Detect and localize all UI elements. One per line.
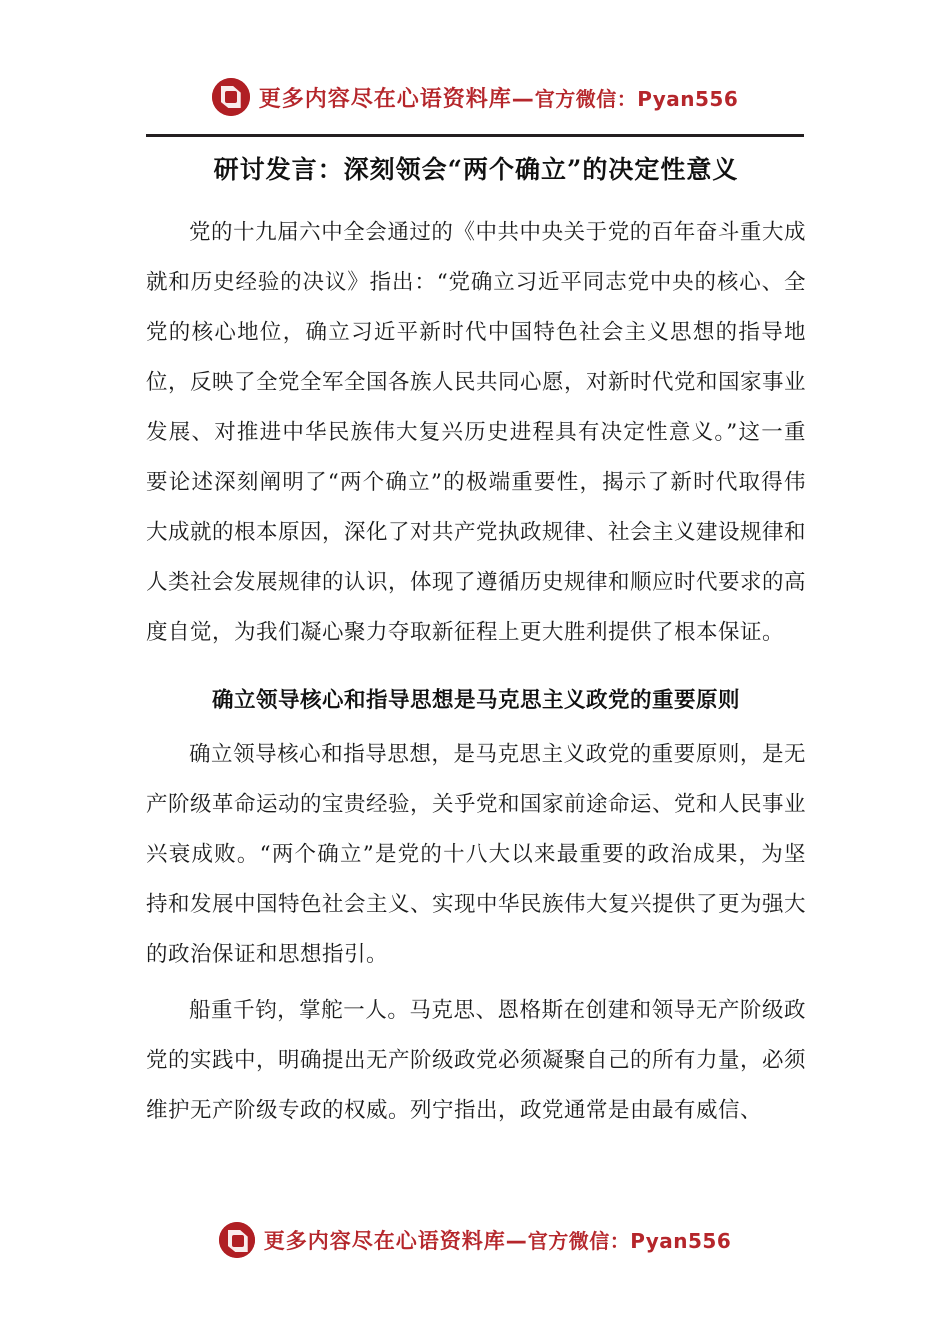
header-watermark-main: 更多内容尽在心语资料库— bbox=[258, 86, 535, 112]
footer-watermark-sub: 官方微信：Pyan556 bbox=[527, 1229, 732, 1253]
section-heading: 确立领导核心和指导思想是马克思主义政党的重要原则 bbox=[211, 688, 740, 713]
header-divider bbox=[146, 134, 804, 137]
footer-watermark bbox=[0, 1222, 950, 1258]
document-body bbox=[146, 148, 806, 1142]
footer-watermark-text bbox=[264, 1225, 732, 1255]
seal-logo-icon bbox=[219, 1222, 255, 1258]
header-watermark bbox=[0, 78, 950, 116]
seal-logo-icon bbox=[212, 78, 250, 116]
header-watermark-text bbox=[259, 82, 739, 113]
paragraph: 船重千钧，掌舵一人。马克思、恩格斯在创建和领导无产阶级政党的实践中，明确提出无产阶级政党必须凝聚自己的所有力量，必须维护无产阶级专政的权威。列宁指出，政党通常是由最有威信、 bbox=[146, 998, 807, 1123]
page-title: 研讨发言：深刻领会“两个确立”的决定性意义 bbox=[213, 155, 739, 184]
header-watermark-sub: 官方微信：Pyan556 bbox=[534, 86, 739, 111]
paragraph: 党的十九届六中全会通过的《中共中央关于党的百年奋斗重大成就和历史经验的决议》指出：“党确立习近平同志党中央的核心、全党的核心地位，确立习近平新时代中国特色社会主义思想的指导地位，反映了全党全军全国各族人民共同心愿，对新时代党和国家事业发展、对推进中华民族伟大复兴历史进程具有决定性意义。”这一重要论述深刻阐明了“两个确立”的极端重要性，揭示了新时代取得伟大成就的根本原因，深化了对共产党执政规律、社会主义建设规律和人类社会发展规律的认识，体现了遵循历史规律和顺应时代要求的高度自觉，为我们凝心聚力夺取新征程上更大胜利提供了根本保证。 bbox=[146, 220, 807, 645]
footer-watermark-main: 更多内容尽在心语资料库— bbox=[263, 1229, 528, 1253]
paragraph: 确立领导核心和指导思想，是马克思主义政党的重要原则，是无产阶级革命运动的宝贵经验，关乎党和国家前途命运、党和人民事业兴衰成败。“两个确立”是党的十八大以来最重要的政治成果，为坚持和发展中国特色社会主义、实现中华民族伟大复兴提供了更为强大的政治保证和思想指引。 bbox=[146, 742, 807, 967]
